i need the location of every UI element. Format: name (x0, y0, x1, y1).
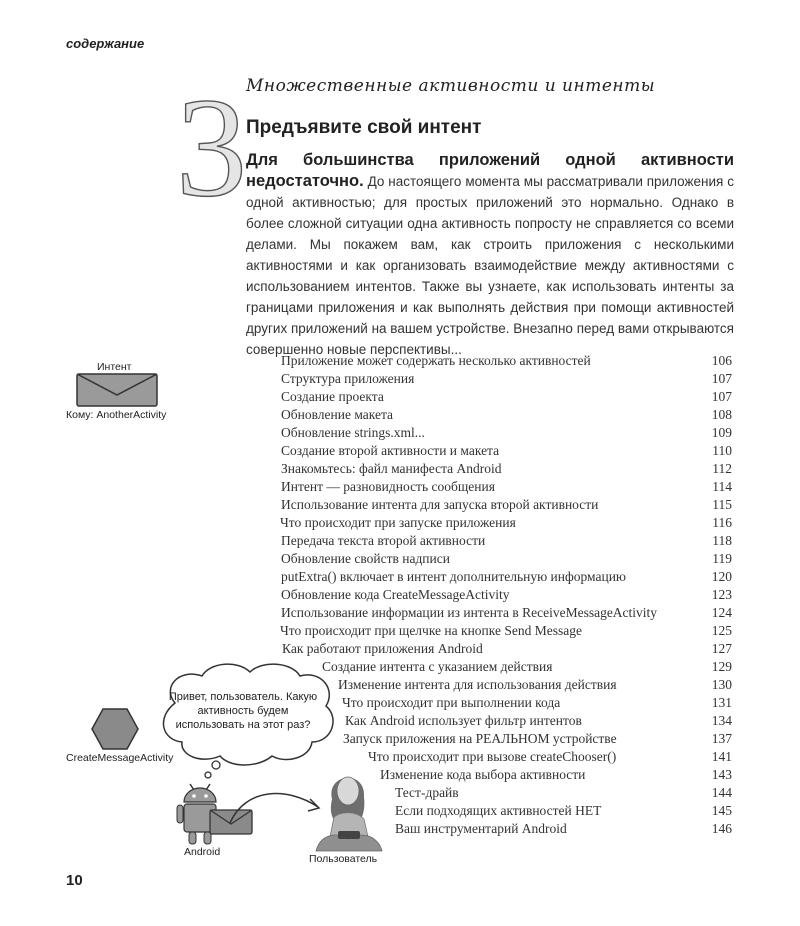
toc-entry-page: 109 (711, 425, 732, 440)
toc-entry-title: Изменение интента для использования действия (338, 677, 617, 692)
toc-entry-title: Как Android использует фильтр интентов (345, 713, 582, 728)
toc-entry-page: 115 (712, 497, 732, 512)
toc-entry-page: 120 (711, 569, 732, 584)
toc-entry-title: Использование информации из интента в ReceiveMessageActivity (281, 605, 658, 620)
toc-entry[interactable] (395, 820, 732, 838)
running-header: содержание (66, 36, 145, 51)
toc-entry-page: 127 (711, 641, 732, 656)
toc-entry-title: Если подходящих активностей НЕТ (395, 803, 602, 818)
toc-entry-page: 107 (711, 371, 732, 386)
toc-entry-page: 143 (711, 767, 732, 782)
activity-label: CreateMessageActivity (66, 752, 174, 764)
toc-entry-page: 106 (711, 353, 732, 368)
intent-envelope-icon (76, 373, 158, 409)
toc-entry-page: 137 (711, 731, 732, 746)
toc-entry-page: 114 (712, 479, 732, 494)
toc-entry[interactable] (281, 604, 732, 622)
toc-entry-title: Как работают приложения Android (282, 641, 483, 656)
toc-entry-title: Знакомьтесь: файл манифеста Android (281, 461, 502, 476)
toc-entry[interactable] (380, 766, 732, 784)
toc-entry-title: Создание проекта (281, 389, 384, 404)
toc-entry-page: 123 (711, 587, 732, 602)
toc-entry-title: Структура приложения (281, 371, 415, 386)
arrow-icon (226, 785, 326, 830)
toc-entry-title: Обновление кода CreateMessageActivity (281, 587, 510, 602)
toc-entry-page: 146 (711, 821, 732, 836)
toc-entry[interactable] (281, 496, 732, 514)
toc-entry-title: Приложение может содержать несколько активностей (281, 353, 591, 368)
user-photo (312, 765, 384, 853)
toc-entry-page: 119 (712, 551, 732, 566)
toc-entry[interactable] (281, 586, 732, 604)
toc-entry-title: Ваш инструментарий Android (395, 821, 567, 836)
speech-text: Привет, пользователь. Какую активность будем использовать на этот раз? (168, 691, 318, 731)
toc-entry[interactable] (395, 802, 732, 820)
toc-entry-title: Что происходит при запуске приложения (280, 515, 516, 530)
toc-entry-page: 116 (712, 515, 732, 530)
toc-entry-page: 131 (711, 695, 732, 710)
toc-entry[interactable] (281, 388, 732, 406)
intro-body: До настоящего момента мы рассматривали приложения с одной активностью; для простых приложений это нормально. Однако в более сложной ситуации одна активность попросту не справляется со всеми делами. Мы покажем вам, как строить приложения с несколькими активностями и как организовать взаимодействие между активностями с использованием интентов. Также вы узнаете, как использовать интенты за границами приложения и как выполнять действия при помощи активностей других приложений на вашем устройстве. Внезапно перед вами открываются совершенно новые перспективы... (246, 174, 734, 357)
toc-entry-title: Создание интента с указанием действия (322, 659, 553, 674)
toc-entry-page: 129 (711, 659, 732, 674)
toc-entry[interactable] (368, 748, 732, 766)
android-label: Android (184, 846, 221, 858)
toc-entry[interactable] (281, 352, 732, 370)
toc-entry-title: Что происходит при вызове createChooser() (368, 749, 617, 764)
intent-label: Интент (97, 361, 132, 373)
toc-entry-title: Обновление макета (281, 407, 394, 422)
toc-entry-page: 145 (711, 803, 732, 818)
toc-entry[interactable] (395, 784, 732, 802)
toc-entry-title: Использование интента для запуска второй активности (281, 497, 599, 512)
page-number: 10 (66, 872, 83, 889)
toc-entry-title: Тест-драйв (395, 785, 459, 800)
intent-recipient: Кому: AnotherActivity (66, 409, 167, 421)
toc-entry[interactable] (281, 406, 732, 424)
toc-entry-page: 108 (711, 407, 732, 422)
chapter-number: 3 (176, 68, 247, 226)
toc-entry-title: Изменение кода выбора активности (380, 767, 586, 782)
intro-lead: Для большинства приложений одной активности недостаточно. (246, 151, 734, 190)
toc-entry-page: 130 (711, 677, 732, 692)
toc-entry-title: Запуск приложения на РЕАЛЬНОМ устройстве (343, 731, 617, 746)
toc-entry[interactable] (345, 712, 732, 730)
activity-hexagon-icon (90, 707, 140, 751)
chapter-intro (246, 150, 734, 360)
toc-entry[interactable] (281, 460, 732, 478)
toc-entry-title: Интент — разновидность сообщения (281, 479, 495, 494)
toc-entry-title: Что происходит при щелчке на кнопке Send Message (280, 623, 582, 638)
chapter-title: Предъявите свой интент (246, 117, 482, 138)
toc-entry-page: 141 (711, 749, 732, 764)
toc-entry-title: Обновление свойств надписи (281, 551, 450, 566)
toc-entry-page: 134 (711, 713, 732, 728)
toc-entry-page: 144 (711, 785, 732, 800)
toc-entry[interactable] (322, 658, 732, 676)
toc-entry[interactable] (280, 514, 732, 532)
toc-entry-page: 125 (711, 623, 732, 638)
toc-entry[interactable] (280, 622, 732, 640)
chapter-subtitle: Множественные активности и интенты (246, 76, 656, 96)
toc-entry[interactable] (281, 568, 732, 586)
toc-entry-title: Передача текста второй активности (281, 533, 486, 548)
toc-entry-page: 112 (712, 461, 732, 476)
toc-entry-page: 118 (712, 533, 732, 548)
toc-entry-title: Создание второй активности и макета (281, 443, 500, 458)
toc-entry[interactable] (281, 424, 732, 442)
toc-entry[interactable] (343, 730, 732, 748)
toc-entry[interactable] (281, 532, 732, 550)
toc-entry[interactable] (281, 550, 732, 568)
toc-entry[interactable] (281, 442, 732, 460)
toc-entry[interactable] (342, 694, 732, 712)
toc-entry-title: putExtra() включает в интент дополнительную информацию (281, 569, 627, 584)
toc-entry-page: 107 (711, 389, 732, 404)
toc-entry[interactable] (338, 676, 732, 694)
toc-entry[interactable] (281, 370, 732, 388)
toc-entry-page: 110 (712, 443, 732, 458)
user-label: Пользователь (309, 853, 378, 865)
toc-entry[interactable] (282, 640, 732, 658)
toc-entry-title: Что происходит при выполнении кода (342, 695, 561, 710)
toc-entry-page: 124 (711, 605, 732, 620)
toc-entry-title: Обновление strings.xml... (281, 425, 425, 440)
toc-entry[interactable] (281, 478, 732, 496)
